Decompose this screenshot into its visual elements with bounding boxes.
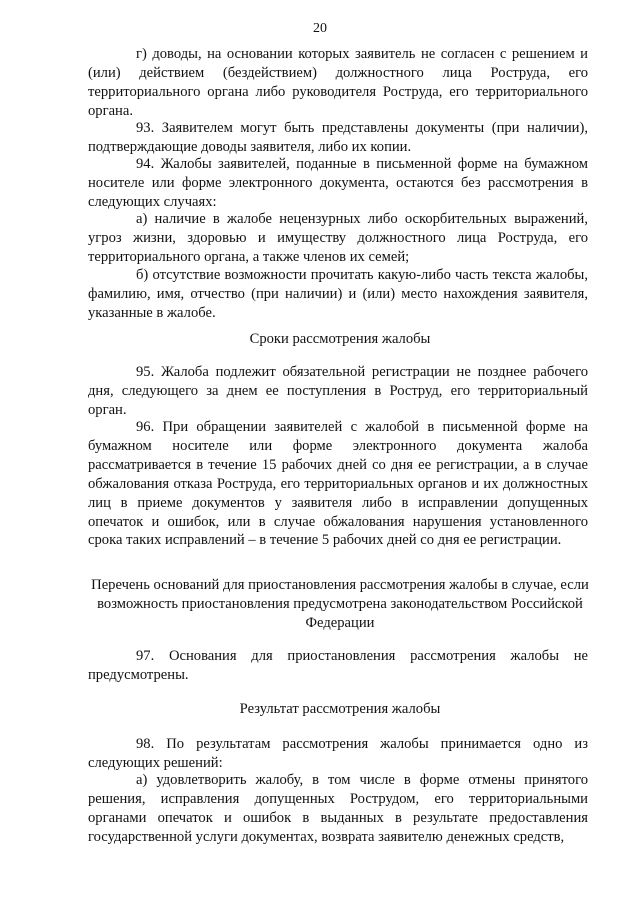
paragraph-96: 96. При обращении заявителей с жалобой в письменной форме на бумажном носителе или форме электронного документа жалоба рассматривается в течение 15 рабочих дней со дня ее регистрации, а в случае обжалования отказа Роструда, его территориальных органов и их должностных лиц в приеме документов у заявителя либо в исправлении допущенных опечаток и ошибок, или в случае обжалования нарушения установленного срока таких исправлений – в течение 5 рабочих дней со дня ее регистрации. (88, 419, 588, 549)
paragraph-98-item-a: а) удовлетворить жалобу, в том числе в форме отмены принятого решения, исправления допущенных Рострудом, его территориальными органами опечаток и ошибок в выданных в результате предоставления государственной услуги документах, возврата заявителю денежных средств, (88, 772, 588, 845)
paragraph-95: 95. Жалоба подлежит обязательной регистрации не позднее рабочего дня, следующего за днем ее поступления в Роструд, его территориальный орган. (88, 364, 588, 418)
heading-review-result: Результат рассмотрения жалобы (239, 701, 441, 717)
paragraph-item-g: г) доводы, на основании которых заявитель не согласен с решением и (или) действием (бездействием) должностного лица Роструда, его территориального органа либо руководителя Роструда, его территориального органа. (88, 46, 588, 119)
paragraph-94-item-b: б) отсутствие возможности прочитать какую-либо часть текста жалобы, фамилию, имя, отчество (при наличии) и (или) место нахождения заявителя, указанные в жалобе. (88, 267, 588, 321)
heading-suspension-grounds: Перечень оснований для приостановления рассмотрения жалобы в случае, если возможность приостановления предусмотрена законодательством Российской Федерации (91, 577, 589, 631)
paragraph-94-item-a: а) наличие в жалобе нецензурных либо оскорбительных выражений, угроз жизни, здоровью и имуществу должностного лица Роструда, его территориального органа, а также членов их семей; (88, 211, 588, 265)
paragraph-93: 93. Заявителем могут быть представлены документы (при наличии), подтверждающие доводы заявителя, либо их копии. (88, 120, 588, 155)
paragraph-98: 98. По результатам рассмотрения жалобы принимается одно из следующих решений: (88, 736, 588, 771)
paragraph-97: 97. Основания для приостановления рассмотрения жалобы не предусмотрены. (88, 648, 588, 683)
paragraph-94: 94. Жалобы заявителей, поданные в письменной форме на бумажном носителе или форме электронного документа, остаются без рассмотрения в следующих случаях: (88, 156, 588, 210)
heading-review-terms: Сроки рассмотрения жалобы (249, 331, 431, 347)
page-number: 20 (313, 21, 327, 36)
